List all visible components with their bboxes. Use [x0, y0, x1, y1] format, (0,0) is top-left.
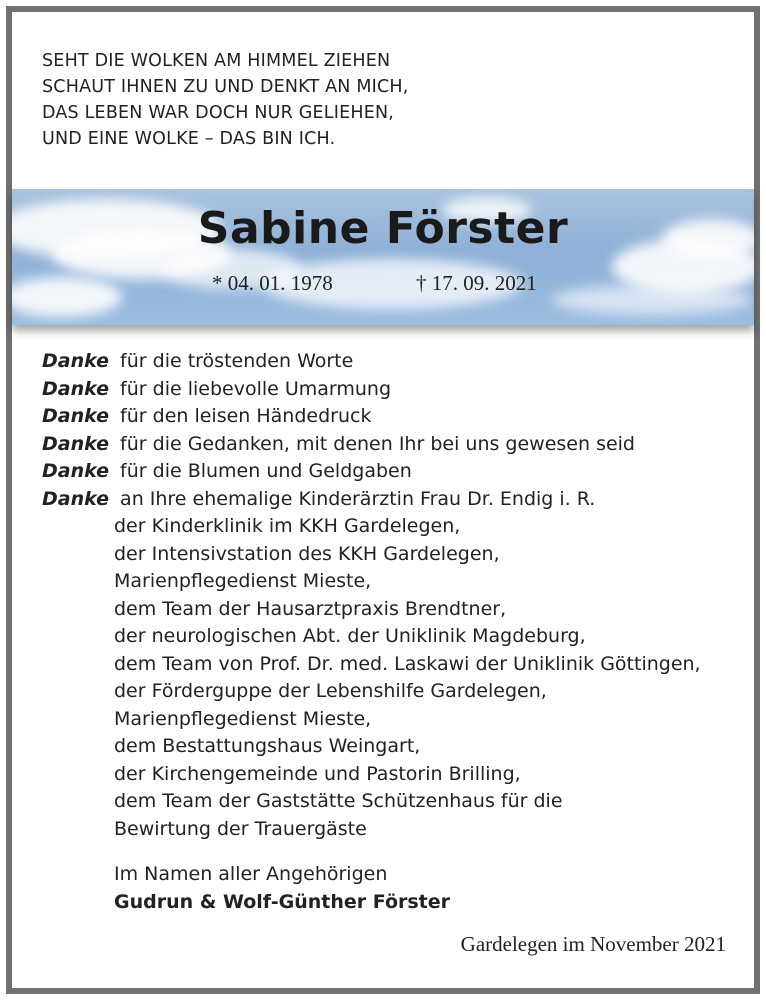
- thanks-keyword: Danke: [42, 460, 109, 482]
- thanks-text: für die tröstenden Worte: [120, 350, 354, 372]
- poem: [42, 48, 409, 152]
- cloud-image: [12, 277, 122, 317]
- signature: [114, 860, 450, 916]
- thanks-line: [42, 403, 701, 431]
- recipient-line: Marienpflegedienst Mieste,: [114, 707, 372, 730]
- death-date: † 17. 09. 2021: [416, 271, 537, 295]
- thanks-text: an Ihre ehemalige Kinderärztin Frau Dr. Endig i. R.: [120, 487, 596, 510]
- obituary-frame: [6, 6, 760, 994]
- signature-intro: Im Namen aller Angehörigen: [114, 863, 388, 885]
- recipient-line: der Kinderklinik im KKH Gardelegen,: [114, 515, 461, 537]
- thanks-line: [42, 348, 701, 376]
- thanks-keyword: Danke: [42, 487, 109, 510]
- thanks-list: [42, 348, 701, 843]
- poem-line: DAS LEBEN WAR DOCH NUR GELIEHEN,: [42, 103, 395, 123]
- thanks-line: [42, 376, 701, 404]
- recipient-line: der Förderguppe der Lebenshilfe Gardelegen,: [114, 680, 547, 702]
- recipient-line: dem Team der Hausarztpraxis Brendtner,: [114, 597, 507, 620]
- thanks-keyword: Danke: [42, 405, 109, 427]
- poem-line: SEHT DIE WOLKEN AM HIMMEL ZIEHEN: [42, 51, 391, 71]
- recipient-line: dem Team von Prof. Dr. med. Laskawi der Uniklinik Göttingen,: [114, 652, 701, 675]
- place-date: Gardelegen im November 2021: [460, 932, 726, 956]
- poem-line: SCHAUT IHNEN ZU UND DENKT AN MICH,: [42, 77, 409, 97]
- thanks-keyword: Danke: [42, 377, 109, 400]
- poem-line: UND EINE WOLKE – DAS BIN ICH.: [42, 129, 336, 149]
- thanks-keyword: Danke: [42, 432, 109, 455]
- thanks-text: für die Gedanken, mit denen Ihr bei uns gewesen seid: [120, 432, 635, 455]
- thanks-text: für den leisen Händedruck: [120, 405, 372, 427]
- cloud-image: [552, 285, 752, 315]
- thanks-line: [42, 431, 701, 459]
- recipient-line: der Intensivstation des KKH Gardelegen,: [114, 542, 500, 565]
- recipient-line: Bewirtung der Trauergäste: [114, 817, 367, 840]
- thanks-text: für die liebevolle Umarmung: [120, 377, 392, 400]
- thanks-text: für die Blumen und Geldgaben: [120, 460, 412, 482]
- thanks-line: [42, 458, 701, 486]
- thanks-keyword: Danke: [42, 350, 109, 372]
- signature-names: Gudrun & Wolf-Günther Förster: [114, 891, 451, 913]
- recipient-line: dem Team der Gaststätte Schützenhaus für die: [114, 790, 563, 812]
- recipient-line: Marienpflegedienst Mieste,: [114, 570, 372, 592]
- recipient-line: dem Bestattungshaus Weingart,: [114, 735, 421, 757]
- birth-date: * 04. 01. 1978: [212, 271, 333, 295]
- thanks-line: [42, 486, 701, 514]
- deceased-name: Sabine Förster: [197, 203, 569, 254]
- sky-banner: [12, 189, 754, 325]
- recipient-line: der neurologischen Abt. der Uniklinik Magdeburg,: [114, 625, 586, 647]
- recipient-line: der Kirchengemeinde und Pastorin Brilling,: [114, 762, 521, 785]
